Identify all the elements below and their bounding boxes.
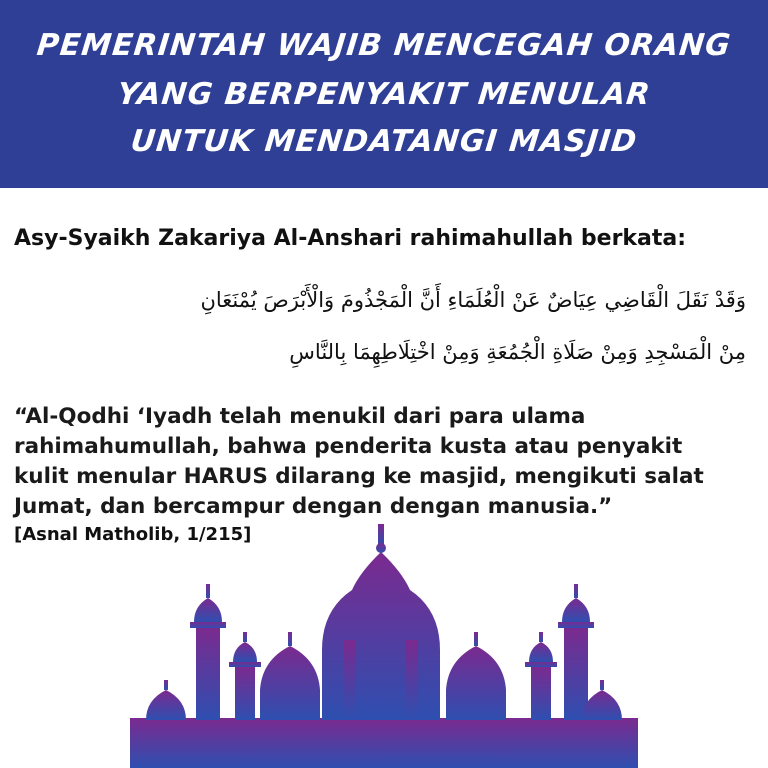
- banner-title-line-3: UNTUK MENDATANGI MASJID: [129, 124, 639, 159]
- banner-title-line-1: PEMERINTAH WAJIB MENCEGAH ORANG: [35, 28, 733, 63]
- translation-line-4: Jumat, dan bercampur dengan dengan manusia.”: [14, 494, 613, 519]
- source-citation: [Asnal Matholib, 1/215]: [14, 524, 252, 545]
- translation-line-2: rahimahumullah, bahwa penderita kusta atau penyakit: [14, 434, 683, 459]
- intro-heading: Asy-Syaikh Zakariya Al-Anshari rahimahullah berkata:: [14, 226, 687, 251]
- arabic-quote-line-1: وَقَدْ نَقَلَ الْقَاضِي عِيَاضٌ عَنْ الْعُلَمَاءِ أَنَّ الْمَجْذُومَ وَالْأَبْرَصَ يُمْنَعَانِ: [200, 288, 746, 312]
- mosque-silhouette-illustration: [0, 520, 768, 768]
- arabic-quote-line-2: مِنْ الْمَسْجِدِ وَمِنْ صَلَاةِ الْجُمُعَةِ وَمِنْ اخْتِلَاطِهِمَا بِالنَّاسِ: [289, 340, 746, 364]
- translation-line-3: kulit menular HARUS dilarang ke masjid, mengikuti salat: [14, 464, 704, 489]
- title-banner: [0, 0, 768, 188]
- translation-quote: [14, 402, 754, 522]
- translation-line-1: “Al-Qodhi ‘Iyadh telah menukil dari para ulama: [14, 404, 586, 429]
- banner-title-line-2: YANG BERPENYAKIT MENULAR: [115, 77, 653, 112]
